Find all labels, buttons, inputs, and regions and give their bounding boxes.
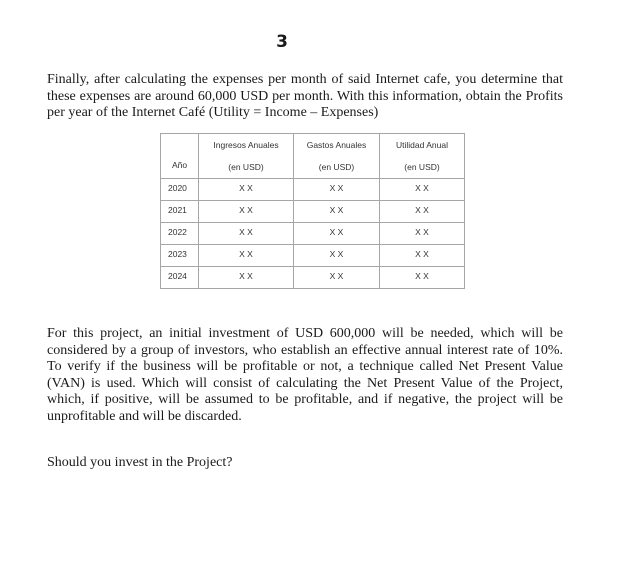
utility-cell: X X [380,179,465,201]
utility-cell: X X [380,201,465,223]
expenses-cell: X X [294,267,380,289]
header-year: Año [161,134,199,179]
header-utility: Utilidad Anual (en USD) [380,134,465,179]
expenses-cell: X X [294,201,380,223]
income-cell: X X [199,179,294,201]
header-income: Ingresos Anuales (en USD) [199,134,294,179]
year-cell: 2023 [161,245,199,267]
question-text: Should you invest in the Project? [47,455,233,470]
page-number: 3 [276,32,288,52]
utility-cell: X X [380,245,465,267]
table-header-row [161,134,465,179]
expenses-cell: X X [294,179,380,201]
income-cell: X X [199,201,294,223]
investment-paragraph: For this project, an initial investment of USD 600,000 will be needed, which will be considered by a group of investors, who establish an effective annual interest rate of 10%. To verify if the business will be profitable or not, a technique called Net Present Value (VAN) is used. Which will consist of calculating the Net Present Value of the Project, which, if positive, will be assumed to be profitable, and if negative, the project will be unprofitable and will be discarded. [47,326,563,424]
table-row [161,223,465,245]
year-cell: 2024 [161,267,199,289]
income-cell: X X [199,267,294,289]
expenses-cell: X X [294,223,380,245]
header-expenses: Gastos Anuales (en USD) [294,134,380,179]
year-cell: 2022 [161,223,199,245]
annual-profits-table [160,133,465,289]
income-cell: X X [199,223,294,245]
table-row [161,267,465,289]
table-row [161,201,465,223]
utility-cell: X X [380,223,465,245]
expenses-cell: X X [294,245,380,267]
utility-cell: X X [380,267,465,289]
table-row [161,245,465,267]
income-cell: X X [199,245,294,267]
year-cell: 2020 [161,179,199,201]
year-cell: 2021 [161,201,199,223]
intro-paragraph: Finally, after calculating the expenses per month of said Internet cafe, you determine that these expenses are around 60,000 USD per month. With this information, obtain the Profits per year of the Internet Café (Utility = Income – Expenses) [47,72,563,120]
table-row [161,179,465,201]
